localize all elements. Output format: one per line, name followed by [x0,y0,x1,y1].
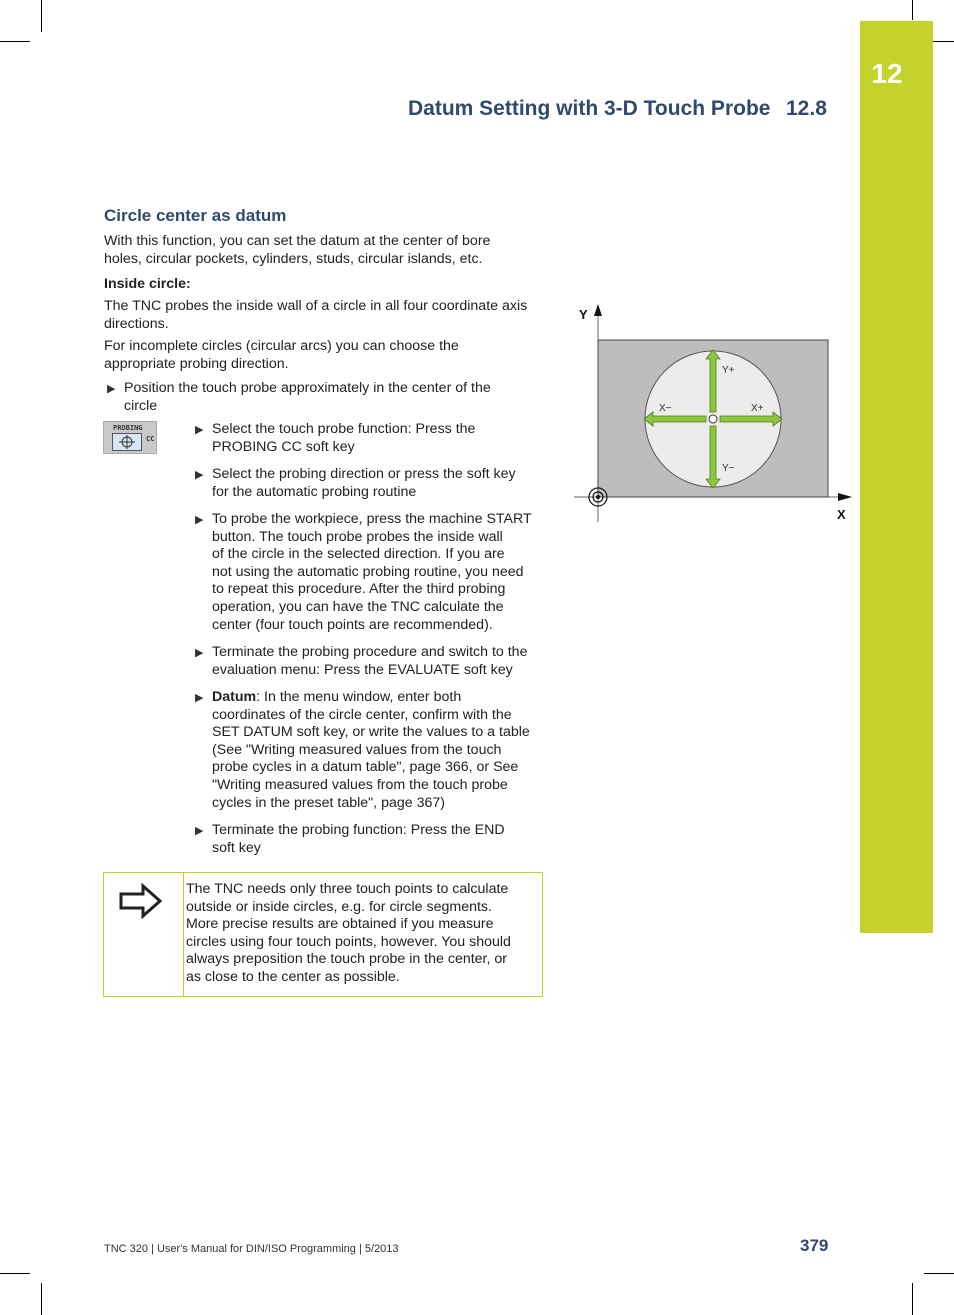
softkey-side-label: CC [146,435,155,443]
step-item: Select the probing direction or press the soft key for the automatic probing routine [212,466,516,500]
x-axis-label: X [837,507,846,522]
page-number: 379 [800,1236,829,1255]
label-x-plus: X+ [751,403,764,414]
arrow-right-icon [119,883,163,919]
crop-mark [912,1283,913,1315]
chapter-tab [860,21,933,933]
probing-cc-softkey[interactable] [103,421,157,454]
y-axis-arrowhead [594,304,602,316]
bullet-icon: ▶ [195,825,204,837]
datum-keyword: Datum [212,689,257,705]
chapter-number: 12 [871,58,903,89]
x-axis-arrowhead [838,493,852,501]
incomplete-paragraph: For incomplete circles (circular arcs) you can choose the appropriate probing direction. [104,338,459,372]
label-y-plus: Y+ [722,365,735,376]
softkey-label: PROBING [113,424,143,432]
note-text: The TNC needs only three touch points to calculate outside or inside circles, e.g. for circle segments. More precise results are obtained if you measure circles using four touch points, however. You should always preposition the touch probe in the center, or as close to the center as possible. [186,881,511,985]
step-position-probe: Position the touch probe approximately in the center of the circle [124,380,491,414]
probe-center [709,415,717,423]
step-item: To probe the workpiece, press the machine START button. The touch probe probes the inside wall of the circle in the selected direction. If you are not using the automatic probing routine, you need to repeat this procedure. After the third probing operation, you can have the TNC calculate the center (four touch points are recommended). [212,511,532,633]
step-item: Terminate the probing procedure and switch to the evaluation menu: Press the EVALUATE soft key [212,644,528,678]
label-y-minus: Y− [722,463,735,474]
inside-circle-label: Inside circle: [104,276,191,292]
bullet-icon: ▶ [195,692,204,704]
crop-mark [924,1273,954,1274]
header-section-number: 12.8 [786,97,827,120]
crop-mark [41,1283,42,1315]
crop-mark [912,0,913,20]
label-x-minus: X− [659,403,672,414]
crop-mark [0,41,30,42]
intro-paragraph: With this function, you can set the datum at the center of bore holes, circular pockets, cylinders, studs, circular islands, etc. [104,233,491,267]
crop-mark [0,1273,30,1274]
header-title: Datum Setting with 3-D Touch Probe [408,97,771,120]
circle-probing-diagram [570,300,860,530]
probe-circle-icon [112,433,142,451]
crop-mark [41,0,42,32]
bullet-icon: ▶ [195,424,204,436]
step-item: Datum: In the menu window, enter both coordinates of the circle center, confirm with the SET DATUM soft key, or write the values to a table (See "Writing measured values from the touch probe cycles in a datum table", page 366, or See "Writing measured values from the touch probe cycles in the preset table", page 367) [212,689,530,811]
step-item: Terminate the probing function: Press the END soft key [212,822,505,856]
bullet-icon: ▶ [195,647,204,659]
y-axis-label: Y [579,307,588,322]
bullet-icon: ▶ [195,469,204,481]
bullet-icon: ▶ [195,514,204,526]
step-item: Select the touch probe function: Press the PROBING CC soft key [212,421,476,455]
bullet-icon: ▶ [107,383,116,395]
section-title: Circle center as datum [104,206,287,225]
footer-text: TNC 320 | User's Manual for DIN/ISO Programming | 5/2013 [104,1243,399,1255]
note-divider [183,872,184,997]
inside-paragraph: The TNC probes the inside wall of a circle in all four coordinate axis directions. [104,298,528,332]
